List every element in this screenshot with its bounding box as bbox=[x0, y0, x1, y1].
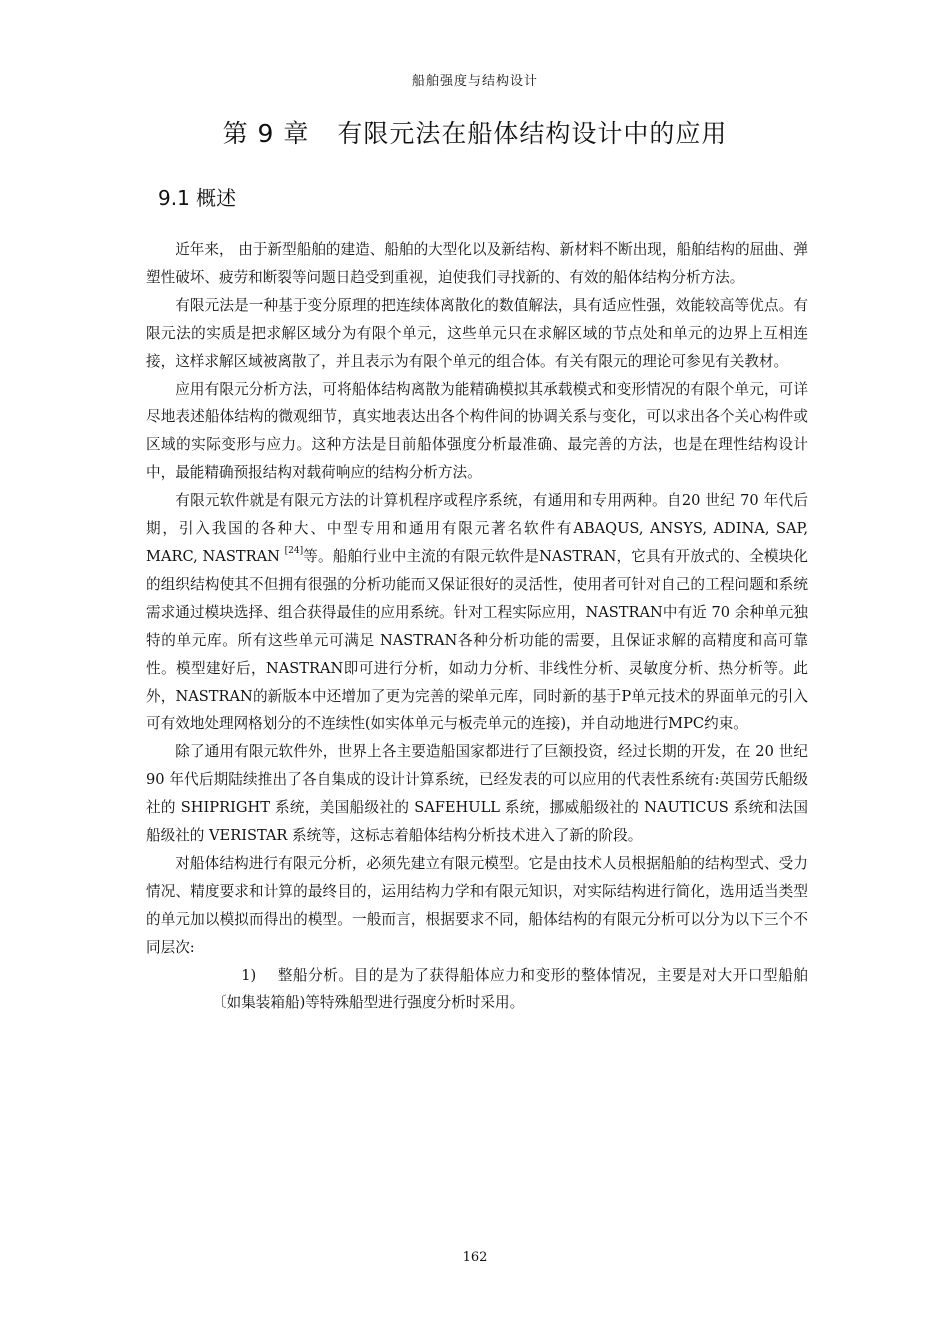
paragraph-4 bbox=[146, 487, 808, 738]
chapter-number: 第 9 章 bbox=[222, 119, 310, 148]
page-number: 162 bbox=[462, 1250, 488, 1265]
body-text bbox=[146, 236, 808, 1017]
paragraph-4-part-1: 有限元软件就是有限元方法的计算机程序或程序系统，有通用和专用两种。自20 世纪 70 年代后期，引入我国的各种大、中型专用和通用有限元著名软件有ABAQUS, ANSYS, ADINA, SAP, MARC, NASTRAN bbox=[146, 492, 808, 565]
list-item-number: 1) bbox=[241, 966, 257, 984]
section-name: 概述 bbox=[196, 186, 237, 210]
paragraph-2: 有限元法是一种基于变分原理的把连续体离散化的数值解法，具有适应性强，效能较高等优点。有限元法的实质是把求解区域分为有限个单元，这些单元只在求解区域的节点处和单元的边界上互相连接，这样求解区域被离散了，并且表示为有限个单元的组合体。有关有限元的理论可参见有关教材。 bbox=[146, 296, 808, 370]
section-heading bbox=[158, 182, 236, 211]
chapter-name: 有限元法在船体结构设计中的应用 bbox=[337, 119, 728, 148]
paragraph-1: 近年来， 由于新型船舶的建造、船舶的大型化以及新结构、新材料不断出现，船舶结构的屈曲、弹塑性破坏、疲劳和断裂等问题日趋受到重视，迫使我们寻找新的、有效的船体结构分析方法。 bbox=[146, 241, 808, 286]
chapter-title bbox=[0, 114, 950, 150]
section-number: 9.1 bbox=[158, 186, 190, 210]
paragraph-3: 应用有限元分析方法，可将船体结构离散为能精确模拟其承载模式和变形情况的有限个单元，可详尽地表述船体结构的微观细节，真实地表达出各个构件间的协调关系与变化，可以求出各个关心构件或区域的实际变形与应力。这种方法是目前船体强度分析最准确、最完善的方法，也是在理性结构设计中，最能精确预报结构对载荷响应的结构分析方法。 bbox=[146, 380, 808, 482]
paragraph-5: 除了通用有限元软件外，世界上各主要造船国家都进行了巨额投资，经过长期的开发，在 20 世纪 90 年代后期陆续推出了各自集成的设计计算系统，已经发表的可以应用的代表性系统有:英国劳氏船级社的 SHIPRIGHT 系统，美国船级社的 SAFEHULL 系统，挪威船级社的 NAUTICUS 系统和法国船级社的 VERISTAR 系统等，这标志着船体结构分析技术进入了新的阶段。 bbox=[146, 743, 808, 845]
paragraph-6: 对船体结构进行有限元分析，必须先建立有限元模型。它是由技术人员根据船舶的结构型式、受力情况、精度要求和计算的最终目的，运用结构力学和有限元知识，对实际结构进行简化，选用适当类型的单元加以模拟而得出的模型。一般而言，根据要求不同，船体结构的有限元分析可以分为以下三个不同层次: bbox=[146, 854, 808, 956]
running-header: 船舶强度与结构设计 bbox=[411, 74, 538, 89]
list-item-text: 整船分析。目的是为了获得船体应力和变形的整体情况，主要是对大开口型船舶〔如集装箱船)等特殊船型进行强度分析时采用。 bbox=[212, 966, 808, 1012]
citation-ref: [24] bbox=[284, 545, 304, 556]
paragraph-4-part-2: 等。船舶行业中主流的有限元软件是NASTRAN，它具有开放式的、全模块化的组织结构使其不但拥有很强的分析功能而又保证很好的灵活性，使用者可针对自己的工程问题和系统需求通过模块选择、组合获得最佳的应用系统。针对工程实际应用，NASTRAN中有近 70 余种单元独特的单元库。所有这些单元可满足 NASTRAN各种分析功能的需要，且保证求解的高精度和高可靠性。模型建好后，NASTRAN即可进行分析，如动力分析、非线性分析、灵敏度分析、热分析等。此外，NASTRAN的新版本中还增加了更为完善的梁单元库，同时新的基于P单元技术的界面单元的引入可有效地处理网格划分的不连续性(如实体单元与板壳单元的连接)，并自动地进行MPC约束。 bbox=[146, 547, 808, 733]
list-item bbox=[146, 962, 808, 1018]
